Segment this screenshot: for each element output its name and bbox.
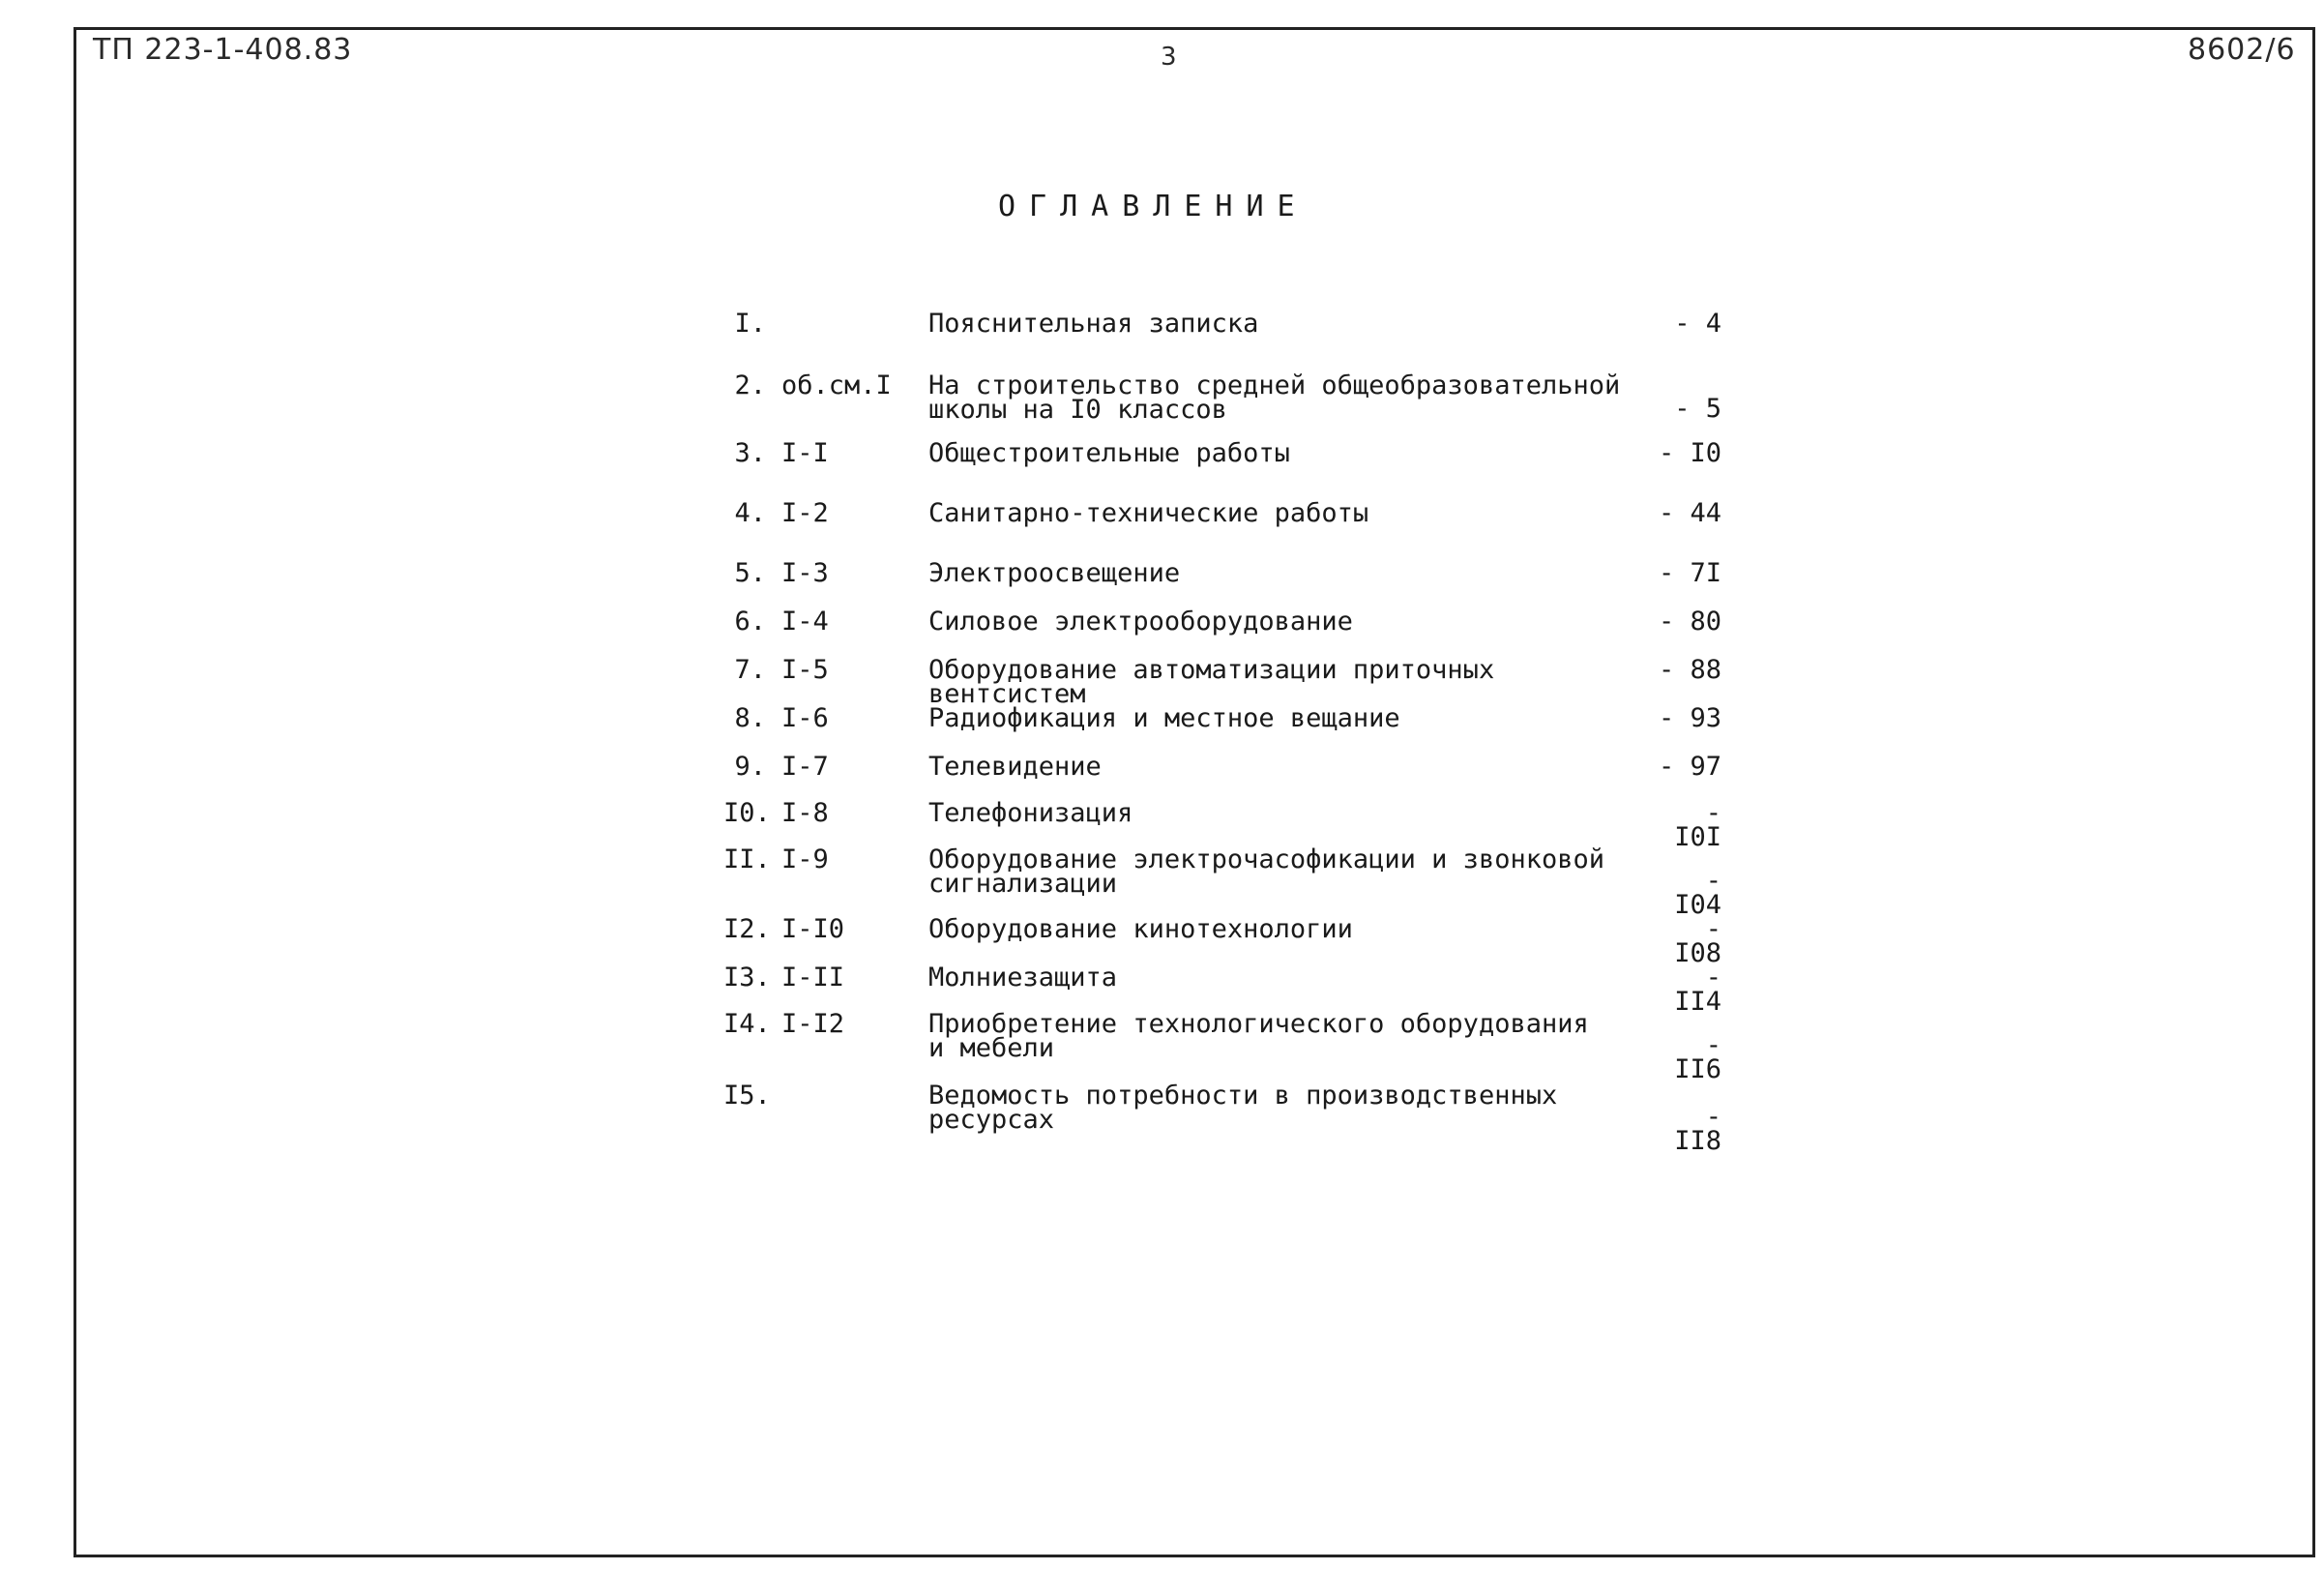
toc-reference: I-4 bbox=[781, 607, 829, 637]
toc-number: 8. bbox=[734, 703, 766, 733]
toc-page: - 93 bbox=[1658, 703, 1721, 733]
toc-number: I. bbox=[734, 309, 766, 339]
toc-number: I3. bbox=[723, 963, 771, 992]
toc-number: 3. bbox=[734, 438, 766, 468]
toc-page: - II4 bbox=[1674, 963, 1721, 1017]
toc-title: Электроосвещение bbox=[928, 558, 1181, 588]
toc-page: - I08 bbox=[1674, 914, 1721, 968]
toc-number: 2. bbox=[734, 370, 766, 400]
toc-number: I4. bbox=[723, 1009, 771, 1039]
toc-number: 5. bbox=[734, 558, 766, 588]
toc-page: - 7I bbox=[1658, 558, 1721, 588]
toc-title: Оборудование кинотехнологии bbox=[928, 914, 1353, 944]
toc-reference: I-II bbox=[781, 963, 845, 992]
toc-number: 9. bbox=[734, 752, 766, 782]
toc-reference: I-6 bbox=[781, 703, 829, 733]
toc-title: Ведомость потребности в производственных ресурсах bbox=[928, 1081, 1558, 1135]
toc-page: - 97 bbox=[1658, 752, 1721, 782]
toc-title: Санитарно-технические работы bbox=[928, 498, 1369, 528]
document-code: ТП 223-1-408.83 bbox=[93, 33, 353, 67]
toc-reference: I-3 bbox=[781, 558, 829, 588]
sheet-code: 8602/6 bbox=[2188, 33, 2296, 67]
toc-title: Телевидение bbox=[928, 752, 1102, 782]
page-title: ОГЛАВЛЕНИЕ bbox=[998, 190, 1309, 223]
toc-title: Радиофикация и местное вещание bbox=[928, 703, 1400, 733]
toc-title: Пояснительная записка bbox=[928, 309, 1259, 339]
toc-number: I2. bbox=[723, 914, 771, 944]
toc-page: - 44 bbox=[1658, 498, 1721, 528]
toc-number: 6. bbox=[734, 607, 766, 637]
toc-page: - I0I bbox=[1674, 798, 1721, 852]
toc-number: II. bbox=[723, 844, 771, 874]
toc-title: Оборудование электрочасофикации и звонковой сигнализации bbox=[928, 844, 1604, 899]
toc-reference: I-5 bbox=[781, 655, 829, 685]
toc-page: - I0 bbox=[1658, 438, 1721, 468]
toc-reference: I-8 bbox=[781, 798, 829, 828]
toc-reference: I-7 bbox=[781, 752, 829, 782]
page-number: 3 bbox=[1161, 43, 1178, 72]
toc-reference: I-I2 bbox=[781, 1009, 845, 1039]
toc-reference: об.см.I bbox=[781, 370, 892, 400]
toc-title: Молниезащита bbox=[928, 963, 1118, 992]
toc-title: Оборудование автоматизации приточных вентсистем bbox=[928, 655, 1495, 709]
toc-number: 7. bbox=[734, 655, 766, 685]
toc-title: Приобретение технологического оборудования и мебели bbox=[928, 1009, 1589, 1063]
toc-number: I5. bbox=[723, 1081, 771, 1111]
toc-page: - I04 bbox=[1674, 866, 1721, 920]
toc-page: - 5 bbox=[1674, 394, 1721, 424]
toc-page: - II8 bbox=[1674, 1102, 1721, 1156]
toc-reference: I-I bbox=[781, 438, 829, 468]
toc-title: Телефонизация bbox=[928, 798, 1133, 828]
toc-title: На строительство средней общеобразовательной школы на I0 классов bbox=[928, 370, 1621, 425]
toc-page: - 4 bbox=[1674, 309, 1721, 339]
toc-number: 4. bbox=[734, 498, 766, 528]
toc-title: Общестроительные работы bbox=[928, 438, 1290, 468]
toc-reference: I-9 bbox=[781, 844, 829, 874]
toc-page: - 88 bbox=[1658, 655, 1721, 685]
toc-reference: I-2 bbox=[781, 498, 829, 528]
toc-reference: I-I0 bbox=[781, 914, 845, 944]
page-frame bbox=[74, 27, 2315, 1557]
toc-title: Силовое электрооборудование bbox=[928, 607, 1353, 637]
toc-page: - 80 bbox=[1658, 607, 1721, 637]
toc-number: I0. bbox=[723, 798, 771, 828]
toc-page: - II6 bbox=[1674, 1030, 1721, 1084]
